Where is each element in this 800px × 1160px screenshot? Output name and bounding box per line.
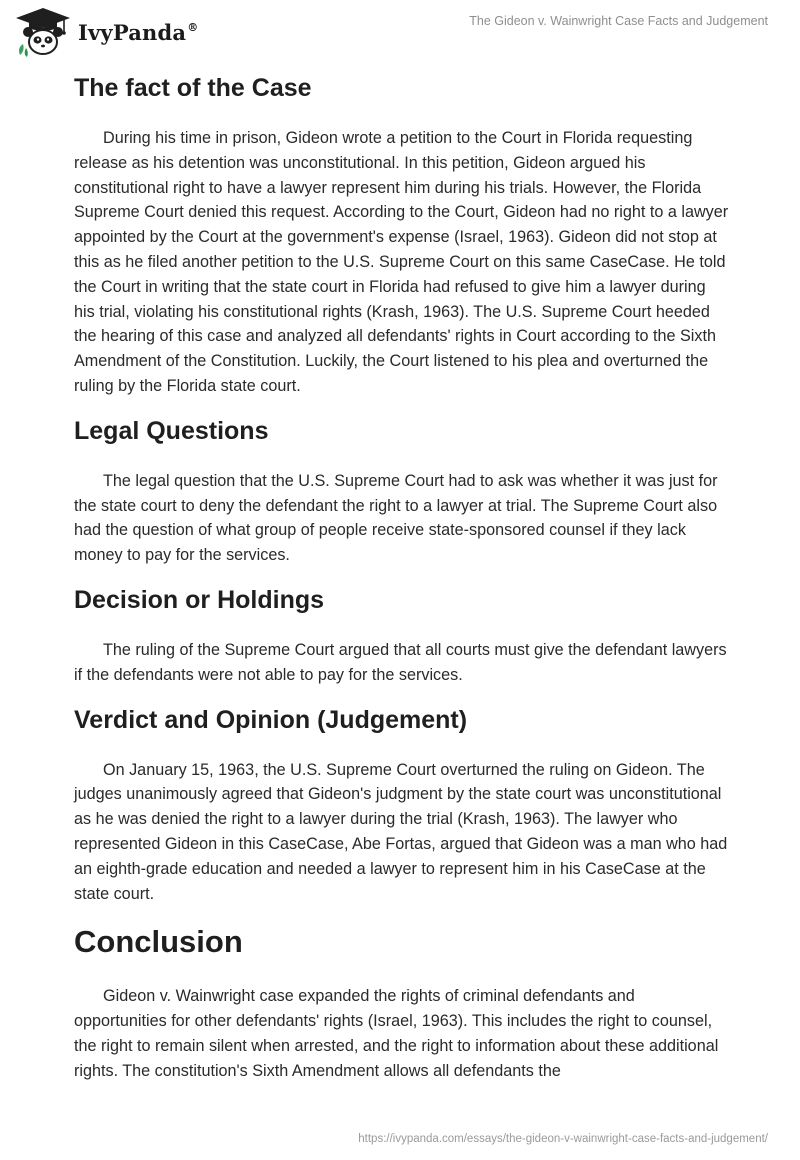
section-heading-decision: Decision or Holdings <box>74 585 325 614</box>
section-paragraph-fact: During his time in prison, Gideon wrote a petition to the Court in Florida requesting release as his detention was unconstitutional. In this petition, Gideon argued his constitutional right to have a lawyer represent him during his trials. However, the Florida Supreme Court denied this request. According to the Court, Gideon had no right to a lawyer appointed by the Court at the government's expense (Israel, 1963). Gideon did not stop at this as he filed another petition to the U.S. Supreme Court on this same CaseCase. He told the Court in writing that the state court in Florida had refused to give him a lawyer during his trial, violating his constitutional rights (Krash, 1963). The U.S. Supreme Court heeded the hearing of this case and analyzed all defendants' rights in Court according to the Sixth Amendment of the Constitution. Luckily, the Court listened to his plea and overturned the ruling by the Florida state court. <box>74 129 729 395</box>
section-paragraph-legal-questions: The legal question that the U.S. Supreme Court had to ask was whether it was just for the state court to deny the defendant the right to a lawyer at trial. The Supreme Court also had the question of what group of people receive state-sponsored counsel if they lack money to pay for the services. <box>74 471 718 565</box>
brand-name: IvyPanda® <box>78 19 199 45</box>
essay-content <box>74 70 730 1084</box>
section-heading-fact: The fact of the Case <box>74 74 312 102</box>
section-heading-conclusion: Conclusion <box>74 924 243 960</box>
section-heading-verdict: Verdict and Opinion (Judgement) <box>74 705 468 734</box>
page-header <box>0 0 800 64</box>
section-paragraph-verdict: On January 15, 1963, the U.S. Supreme Court overturned the ruling on Gideon. The judges unanimously agreed that Gideon's judgment by the state court was unconstitutional as he was denied the right to a lawyer during the trial (Krash, 1963). The lawyer who represented Gideon in this CaseCase, Abe Fortas, argued that Gideon was a man who had an eighth-grade education and needed a lawyer to represent him in his CaseCase at the state court. <box>74 760 728 903</box>
section-paragraph-decision: The ruling of the Supreme Court argued that all courts must give the defendant lawyers if the defendants were not able to pay for the services. <box>74 640 727 684</box>
section-paragraph-conclusion: Gideon v. Wainwright case expanded the rights of criminal defendants and opportunities for other defendants' rights (Israel, 1963). This includes the right to counsel, the right to remain silent when arrested, and the right to information about these additional rights. The constitution's Sixth Amendment allows all defendants the <box>74 987 719 1080</box>
document-title: The Gideon v. Wainwright Case Facts and Judgement <box>469 14 768 28</box>
panda-graduate-icon <box>14 6 72 58</box>
section-heading-legal-questions: Legal Questions <box>74 416 269 445</box>
source-url[interactable]: https://ivypanda.com/essays/the-gideon-v-wainwright-case-facts-and-judgement/ <box>358 1133 768 1145</box>
brand-logo[interactable] <box>14 6 198 58</box>
